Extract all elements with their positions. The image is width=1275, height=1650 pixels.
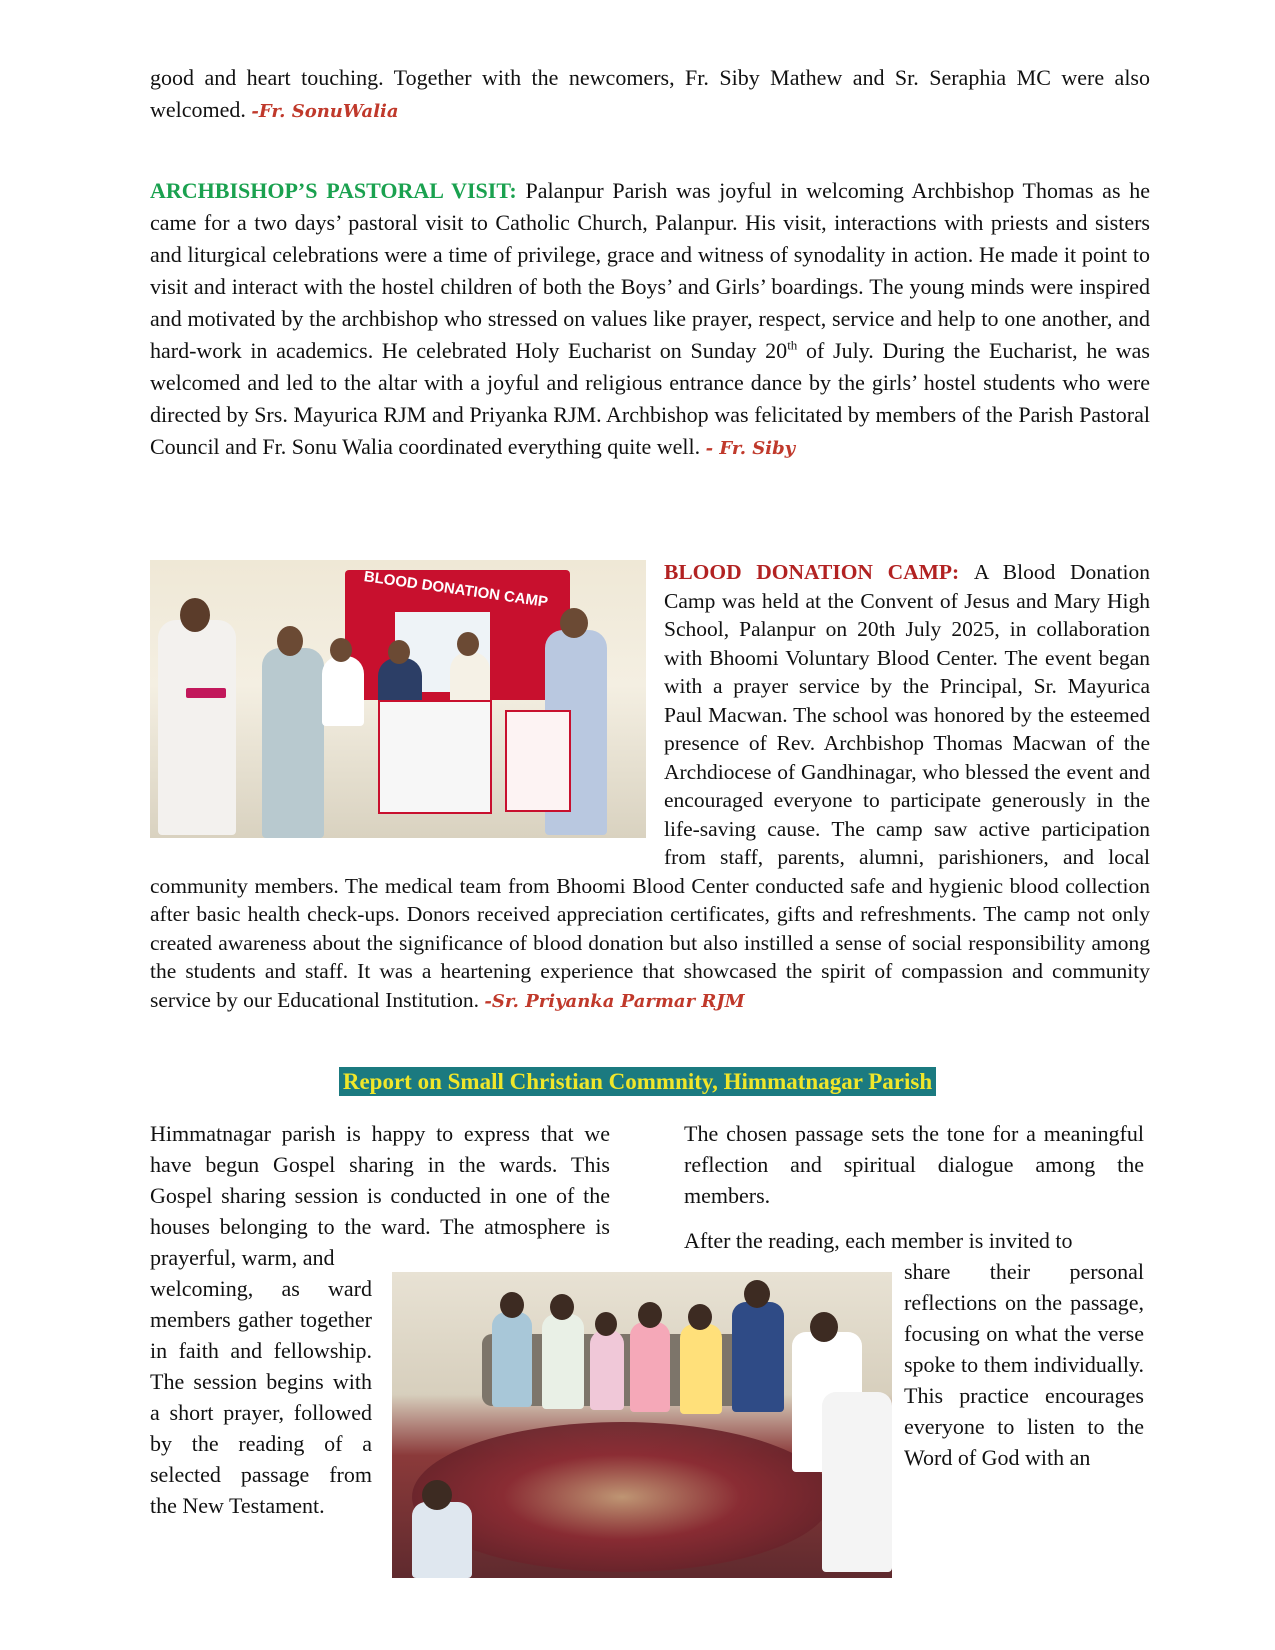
head xyxy=(810,1312,838,1342)
info-stand xyxy=(378,700,492,814)
scc-report-title: Report on Small Christian Commnity, Himmatnagar Parish xyxy=(339,1067,936,1096)
head xyxy=(688,1304,712,1330)
scc-report-title-bar xyxy=(0,1066,1275,1098)
blood-donation-heading: BLOOD DONATION CAMP: xyxy=(664,560,960,584)
intro-paragraph xyxy=(150,62,1150,128)
scc-left-paragraph-a: Himmatnagar parish is happy to express that we have begun Gospel sharing in the wards. This Gospel sharing session is conducted in one of the houses belonging to the ward. The atmosphere is prayerful, warm, and xyxy=(150,1121,610,1270)
section-pastoral-visit xyxy=(150,175,1150,465)
head xyxy=(422,1480,452,1510)
person-figure xyxy=(322,656,364,726)
pastoral-visit-body-b: of July. During the Eucharist, he was welcomed and led to the altar with a joyful and religious entrance dance by the girls’ hostel students who were directed by Srs. Mayurica RJM and Priyanka RJM. Archbishop was felicitated by members of the Parish Pastoral Council and Fr. Sonu Walia coordinated everything quite well. xyxy=(150,338,1150,459)
person-figure xyxy=(542,1314,584,1409)
head xyxy=(457,632,479,656)
head xyxy=(180,598,210,632)
child-figure xyxy=(412,1502,472,1578)
scc-right-paragraph-b: After the reading, each member is invited to xyxy=(684,1228,1073,1253)
head xyxy=(595,1312,617,1336)
intro-signature: -Fr. SonuWalia xyxy=(251,101,399,122)
pastoral-visit-sup: th xyxy=(787,337,798,353)
blood-donation-body: A Blood Donation Camp was held at the Convent of Jesus and Mary High School, Palanpur on 20th July 2025, in collaboration with Bhoomi Voluntary Blood Center. The event began with a prayer service by the Principal, Sr. Mayurica Paul Macwan. The school was honored by the esteemed presence of Rev. Archbishop Thomas Macwan of the Archdiocese of Gandhinagar, who blessed the event and encouraged everyone to participate generously in the life-saving cause. The camp saw active participation from staff, parents, alumni, parishioners, and local community members. The medical team from Bhoomi Blood Center conducted safe and hygienic blood collection after basic health check-ups. Donors received appreciation certificates, gifts and refreshments. The camp not only created awareness about the significance of blood donation but also instilled a sense of social responsibility among the students and staff. It was a heartening experience that showcased the spirit of compassion and community service by our Educational Institution. xyxy=(150,560,1150,1012)
person-figure xyxy=(732,1302,784,1412)
person-figure xyxy=(590,1330,624,1410)
blood-donation-photo xyxy=(150,560,646,838)
pastoral-visit-heading: ARCHBISHOP’S PASTORAL VISIT: xyxy=(150,178,517,203)
head xyxy=(277,626,303,656)
head xyxy=(638,1302,662,1328)
person-figure xyxy=(680,1324,722,1414)
scc-right-paragraph-c: share their personal reflections on the passage, focusing on what the verse spoke to them individually. This practice encourages everyone to listen to the Word of God with an xyxy=(904,1259,1144,1470)
info-stand xyxy=(505,710,571,812)
scc-left-paragraph-b: welcoming, as ward members gather together in faith and fellowship. The session begins with a short prayer, followed by the reading of a selected passage from the New Testament. xyxy=(150,1276,372,1518)
head xyxy=(500,1292,524,1318)
head xyxy=(330,638,352,662)
gospel-sharing-photo xyxy=(392,1272,892,1578)
pastoral-visit-signature: - Fr. Siby xyxy=(705,438,796,459)
person-figure xyxy=(492,1312,532,1407)
blood-donation-paragraph xyxy=(150,558,1150,1016)
pastoral-visit-paragraph xyxy=(150,175,1150,465)
head xyxy=(560,608,588,638)
head xyxy=(388,640,410,664)
section-intro-continuation xyxy=(150,62,1150,128)
scc-right-paragraph-a: The chosen passage sets the tone for a meaningful reflection and spiritual dialogue among the members. xyxy=(684,1121,1144,1208)
head xyxy=(550,1294,574,1320)
intro-text: good and heart touching. Together with the newcomers, Fr. Siby Mathew and Sr. Seraphia MC were also welcomed. xyxy=(150,65,1150,122)
sister-figure xyxy=(262,648,324,838)
carpet xyxy=(412,1422,832,1572)
head xyxy=(744,1280,770,1308)
pastoral-visit-body-a: Palanpur Parish was joyful in welcoming Archbishop Thomas as he came for a two days’ pastoral visit to Catholic Church, Palanpur. His visit, interactions with priests and sisters and liturgical celebrations were a time of privilege, grace and witness of synodality in action. He made it point to visit and interact with the hostel children of both the Boys’ and Girls’ boardings. The young minds were inspired and motivated by the archbishop who stressed on values like prayer, respect, service and help to one another, and hard-work in academics. He celebrated Holy Eucharist on Sunday 20 xyxy=(150,178,1151,363)
archbishop-figure xyxy=(158,620,236,835)
person-figure xyxy=(630,1322,670,1412)
section-blood-donation xyxy=(150,558,1150,1016)
person-figure xyxy=(822,1392,892,1572)
blood-donation-signature: -Sr. Priyanka Parmar RJM xyxy=(484,990,745,1012)
sash xyxy=(186,688,226,698)
camp-banner-text: BLOOD DONATION CAMP xyxy=(362,568,549,611)
